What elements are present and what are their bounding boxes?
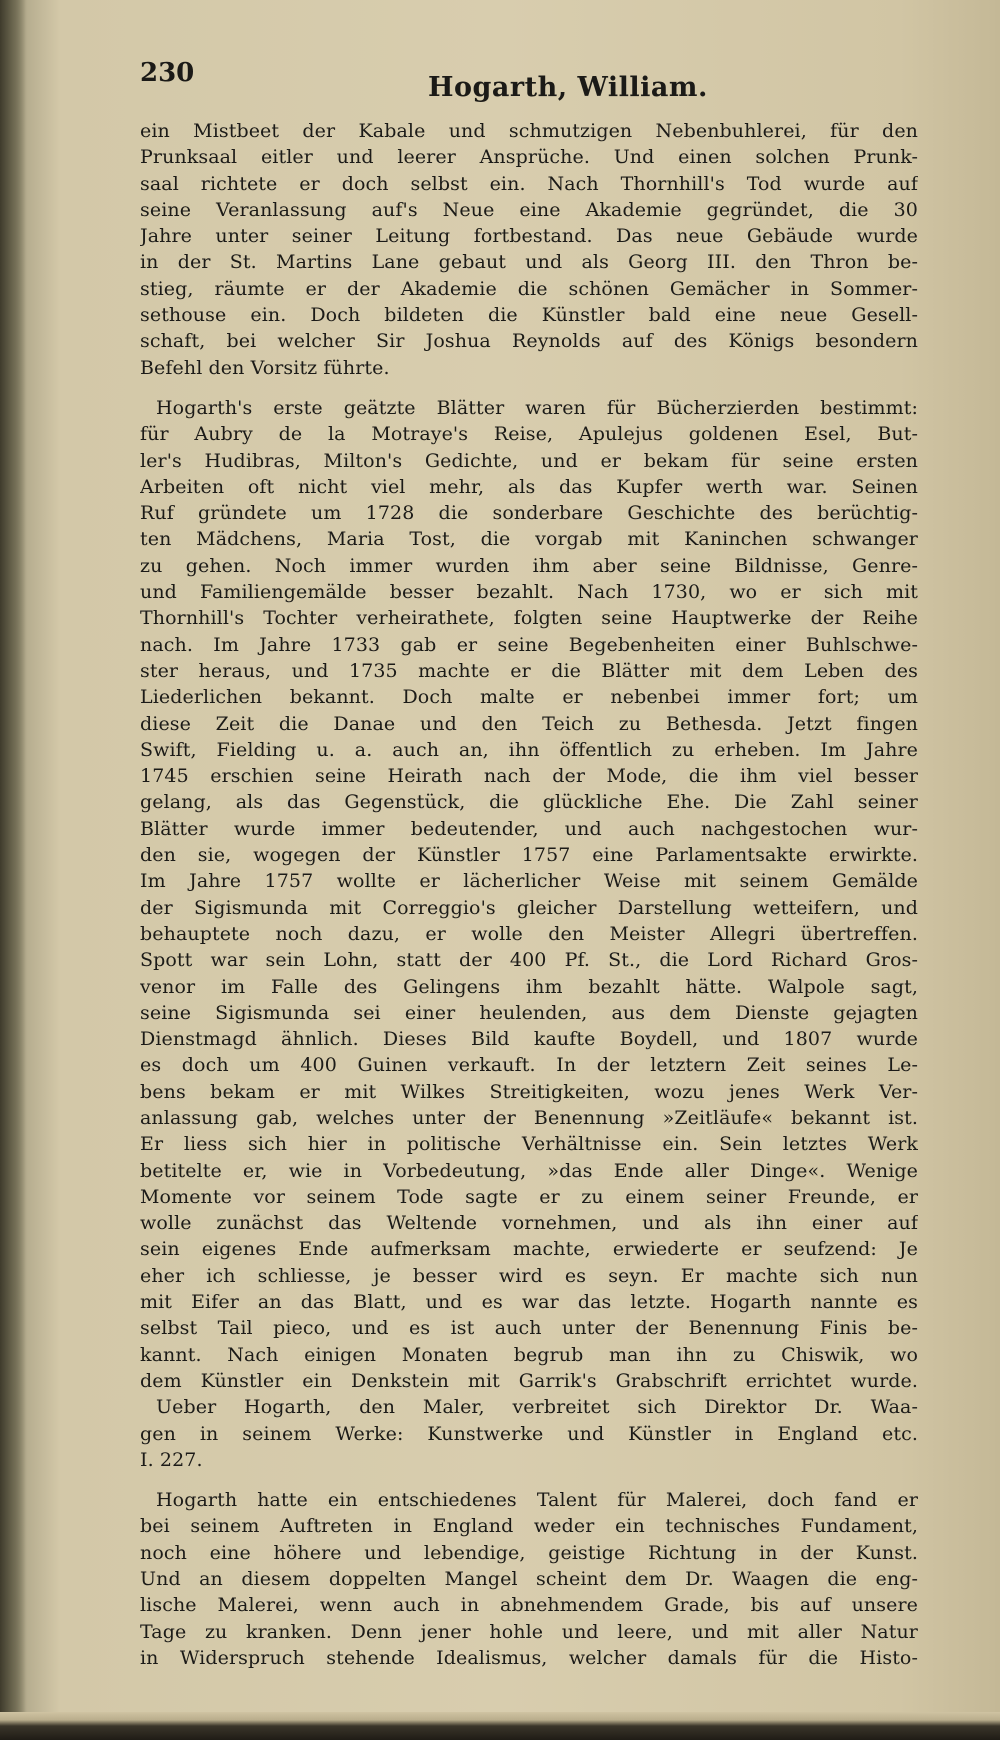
text-line: gelang, als das Gegenstück, die glückliche Ehe. Die Zahl seiner xyxy=(140,791,918,814)
text-line: seine Veranlassung auf's Neue eine Akademie gegründet, die 30 xyxy=(140,198,918,221)
text-line: Befehl den Vorsitz führte. xyxy=(140,356,390,379)
text-line: betitelte er, wie in Vorbedeutung, »das Ende aller Dinge«. Wenige xyxy=(140,1159,918,1182)
text-line: Im Jahre 1757 wollte er lächerlicher Weise mit seinem Gemälde xyxy=(140,870,918,893)
text-line: in der St. Martins Lane gebaut und als Georg III. den Thron be- xyxy=(140,251,918,274)
text-line: Dienstmagd ähnlich. Dieses Bild kaufte Boydell, und 1807 wurde xyxy=(140,1028,918,1051)
text-line: Jahre unter seiner Leitung fortbestand. Das neue Gebäude wurde xyxy=(140,225,918,248)
text-line: Hogarth hatte ein entschiedenes Talent für Malerei, doch fand er xyxy=(156,1489,918,1512)
text-line: anlassung gab, welches unter der Benennung »Zeitläufe« bekannt ist. xyxy=(140,1106,918,1129)
text-line: wolle zunächst das Weltende vornehmen, und als ihn einer auf xyxy=(140,1212,918,1235)
page-number: 230 xyxy=(140,58,195,88)
paragraph-2 xyxy=(140,395,918,1473)
text-line: Swift, Fielding u. a. auch an, ihn öffentlich zu erheben. Im Jahre xyxy=(140,738,918,761)
text-line: noch eine höhere und lebendige, geistige Richtung in der Kunst. xyxy=(140,1541,918,1564)
text-line: für Aubry de la Motraye's Reise, Apulejus goldenen Esel, But- xyxy=(140,423,918,446)
text-line: 1745 erschien seine Heirath nach der Mode, die ihm viel besser xyxy=(140,765,918,788)
text-line: eher ich schliesse, je besser wird es seyn. Er machte sich nun xyxy=(140,1264,918,1287)
text-line: Und an diesem doppelten Mangel scheint dem Dr. Waagen die eng- xyxy=(140,1568,918,1591)
text-line: behauptete noch dazu, er wolle den Meister Allegri übertreffen. xyxy=(140,922,918,945)
text-line: es doch um 400 Guinen verkauft. In der letztern Zeit seines Le- xyxy=(140,1054,918,1077)
text-line: kannt. Nach einigen Monaten begrub man ihn zu Chiswik, wo xyxy=(140,1343,918,1366)
text-line: bens bekam er mit Wilkes Streitigkeiten, wozu jenes Werk Ver- xyxy=(140,1080,918,1103)
text-line: Hogarth's erste geätzte Blätter waren für Bücherzierden bestimmt: xyxy=(156,396,918,419)
text-line: den sie, wogegen der Künstler 1757 eine Parlamentsakte erwirkte. xyxy=(140,844,918,867)
text-line: Momente vor seinem Tode sagte er zu einem seiner Freunde, er xyxy=(140,1185,918,1208)
text-line: bei seinem Auftreten in England weder ein technisches Fundament, xyxy=(140,1515,918,1538)
text-line: gen in seinem Werke: Kunstwerke und Künstler in England etc. xyxy=(140,1422,918,1445)
text-line: Arbeiten oft nicht viel mehr, als das Kupfer werth war. Seinen xyxy=(140,475,918,498)
text-line: schaft, bei welcher Sir Joshua Reynolds auf des Königs besondern xyxy=(140,330,918,353)
paragraph-1 xyxy=(140,118,918,381)
text-line: zu gehen. Noch immer wurden ihm aber seine Bildnisse, Genre- xyxy=(140,554,918,577)
text-line: Er liess sich hier in politische Verhältnisse ein. Sein letztes Werk xyxy=(140,1133,918,1156)
text-line: sethouse ein. Doch bildeten die Künstler bald eine neue Gesell- xyxy=(140,304,918,327)
running-head: Hogarth, William. xyxy=(428,72,708,103)
text-line: lische Malerei, wenn auch in abnehmendem Grade, bis auf unsere xyxy=(140,1594,918,1617)
text-line: Liederlichen bekannt. Doch malte er nebenbei immer fort; um xyxy=(140,686,918,709)
text-line: ster heraus, und 1735 machte er die Blätter mit dem Leben des xyxy=(140,659,918,682)
text-line: und Familiengemälde besser bezahlt. Nach 1730, wo er sich mit xyxy=(140,581,918,604)
page-header xyxy=(0,58,1000,108)
text-line: der Sigismunda mit Correggio's gleicher Darstellung wetteifern, und xyxy=(140,896,918,919)
text-line: diese Zeit die Danae und den Teich zu Bethesda. Jetzt fingen xyxy=(140,712,918,735)
text-line: Ueber Hogarth, den Maler, verbreitet sich Direktor Dr. Waa- xyxy=(156,1396,918,1419)
text-line: selbst Tail pieco, und es ist auch unter der Benennung Finis be- xyxy=(140,1317,918,1340)
text-line: ten Mädchens, Maria Tost, die vorgab mit Kaninchen schwanger xyxy=(140,528,918,551)
text-line: mit Eifer an das Blatt, und es war das letzte. Hogarth nannte es xyxy=(140,1291,918,1314)
text-line: venor im Falle des Gelingens ihm bezahlt hätte. Walpole sagt, xyxy=(140,975,918,998)
text-line: ein Mistbeet der Kabale und schmutzigen Nebenbuhlerei, für den xyxy=(140,120,918,142)
text-line: ler's Hudibras, Milton's Gedichte, und er bekam für seine ersten xyxy=(140,449,918,472)
body-text xyxy=(140,118,918,1685)
text-line: Ruf gründete um 1728 die sonderbare Geschichte des berüchtig- xyxy=(140,502,918,525)
text-line: Thornhill's Tochter verheirathete, folgten seine Hauptwerke der Reihe xyxy=(140,607,918,630)
text-line: Prunksaal eitler und leerer Ansprüche. Und einen solchen Prunk- xyxy=(140,146,918,169)
text-line: nach. Im Jahre 1733 gab er seine Begebenheiten einer Buhlschwe- xyxy=(140,633,918,656)
book-spine-shadow xyxy=(0,0,26,1740)
text-line: saal richtete er doch selbst ein. Nach Thornhill's Tod wurde auf xyxy=(140,172,918,195)
text-line: stieg, räumte er der Akademie die schönen Gemächer in Sommer- xyxy=(140,277,918,300)
page-bottom-edge xyxy=(0,1712,1000,1740)
paragraph-3 xyxy=(140,1487,918,1671)
text-line: Tage zu kranken. Denn jener hohle und leere, und mit aller Natur xyxy=(140,1620,918,1643)
text-line: sein eigenes Ende aufmerksam machte, erwiederte er seufzend: Je xyxy=(140,1238,918,1261)
text-line: Spott war sein Lohn, statt der 400 Pf. St., die Lord Richard Gros- xyxy=(140,949,918,972)
text-line: seine Sigismunda sei einer heulenden, aus dem Dienste gejagten xyxy=(140,1001,918,1024)
text-line: I. 227. xyxy=(140,1448,203,1471)
text-line: dem Künstler ein Denkstein mit Garrik's Grabschrift errichtet wurde. xyxy=(140,1369,918,1392)
text-line: Blätter wurde immer bedeutender, und auch nachgestochen wur- xyxy=(140,817,918,840)
text-line: in Widerspruch stehende Idealismus, welcher damals für die Histo- xyxy=(140,1646,918,1669)
